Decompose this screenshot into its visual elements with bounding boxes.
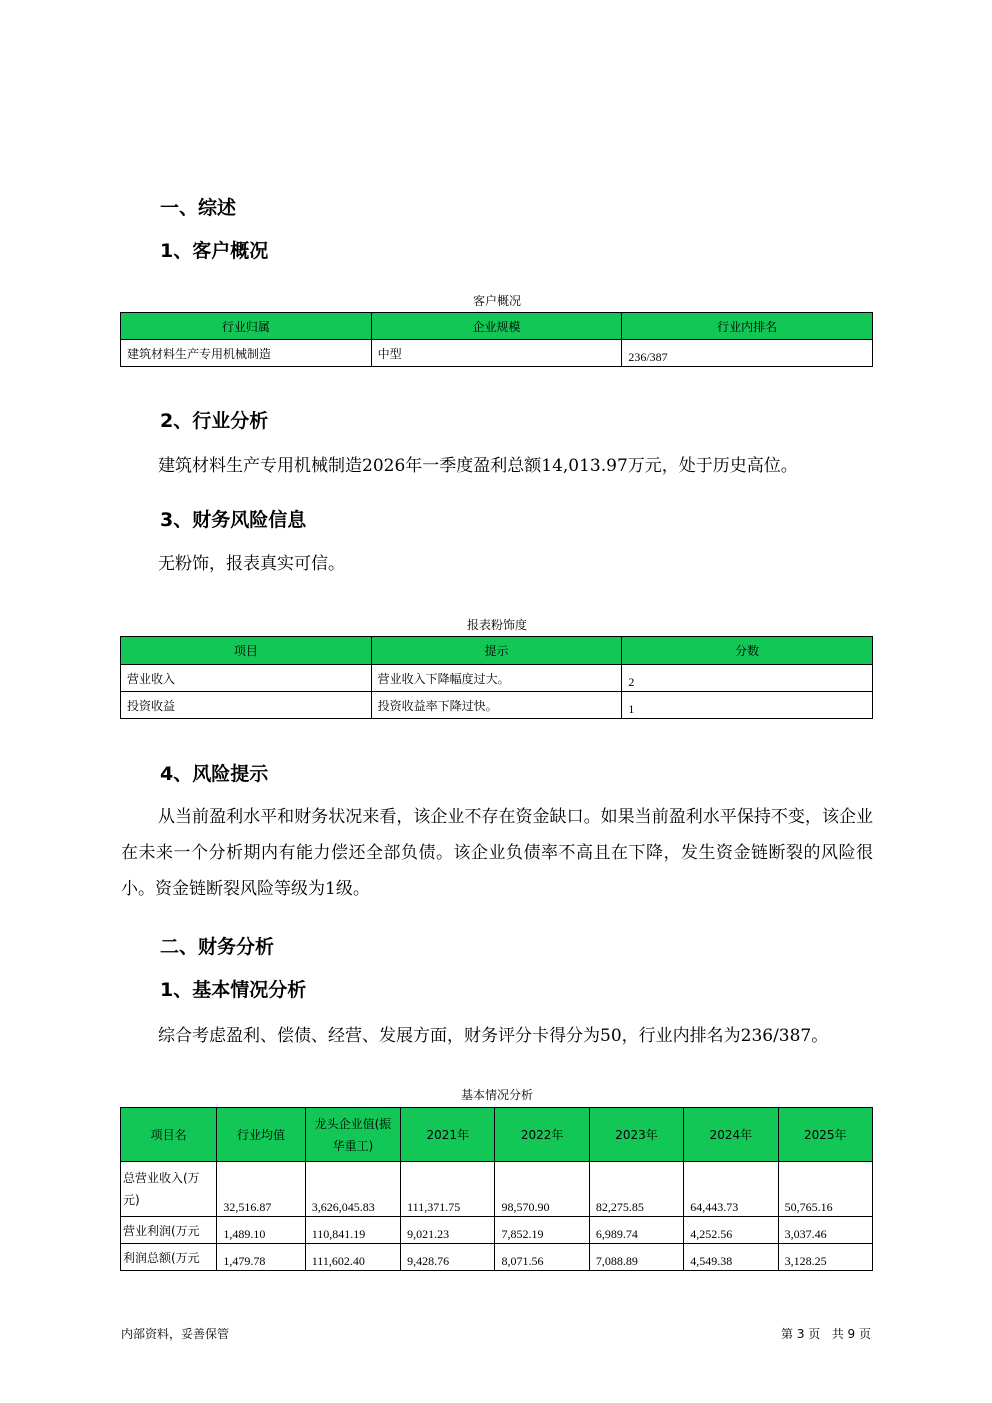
table-cell: 1,479.78 [217, 1244, 305, 1271]
table-caption-basic: 基本情况分析 [460, 1088, 533, 1102]
table-row [121, 692, 873, 719]
table-cell: 3,128.25 [778, 1244, 872, 1271]
table-cell: 1,489.10 [217, 1217, 305, 1244]
table-cell: 3,626,045.83 [305, 1162, 400, 1217]
table-cell: 98,570.90 [495, 1162, 589, 1217]
subheading-customer-profile: 1、客户概况 [160, 240, 269, 262]
table-cell: 2 [622, 665, 873, 692]
table-cell: 投资收益 [121, 692, 372, 719]
table-header: 行业归属 [121, 313, 372, 340]
table-cell: 3,037.46 [778, 1217, 872, 1244]
risk-warning-text: 从当前盈利水平和财务状况来看，该企业不存在资金缺口。如果当前盈利水平保持不变，该企业在未来一个分析期内有能力偿还全部负债。该企业负债率不高且在下降，发生资金链断裂的风险很小。资金链断裂风险等级为1级。 [121, 807, 873, 899]
table-cell: 1 [622, 692, 873, 719]
embellishment-table [120, 636, 873, 719]
table-cell: 9,021.23 [401, 1217, 495, 1244]
table-row [121, 1162, 873, 1217]
table-row [121, 340, 873, 367]
table-cell: 111,602.40 [305, 1244, 400, 1271]
basic-analysis-text: 综合考虑盈利、偿债、经营、发展方面，财务评分卡得分为50，行业内排名为236/387。 [158, 1026, 829, 1046]
table-cell: 236/387 [622, 340, 873, 367]
table-cell: 中型 [371, 340, 622, 367]
table-cell: 7,088.89 [589, 1244, 683, 1271]
industry-analysis-text: 建筑材料生产专用机械制造2026年一季度盈利总额14,013.97万元，处于历史高位。 [158, 456, 798, 476]
table-cell: 64,443.73 [684, 1162, 778, 1217]
table-row [121, 665, 873, 692]
basic-analysis-table [120, 1107, 873, 1271]
table-cell: 111,371.75 [401, 1162, 495, 1217]
table-header: 行业均值 [217, 1108, 305, 1162]
table-header: 企业规模 [371, 313, 622, 340]
subheading-risk-warning: 4、风险提示 [160, 763, 269, 785]
table-caption-embellish: 报表粉饰度 [466, 618, 527, 632]
table-cell: 4,549.38 [684, 1244, 778, 1271]
table-cell: 110,841.19 [305, 1217, 400, 1244]
table-cell: 投资收益率下降过快。 [371, 692, 622, 719]
table-header: 项目名 [121, 1108, 217, 1162]
section-heading-overview: 一、综述 [160, 197, 237, 219]
table-row [121, 1217, 873, 1244]
section-heading-financial-analysis: 二、财务分析 [160, 936, 275, 958]
table-cell: 32,516.87 [217, 1162, 305, 1217]
table-header: 2023年 [589, 1108, 683, 1162]
customer-profile-table [120, 312, 873, 367]
table-cell: 8,071.56 [495, 1244, 589, 1271]
table-cell: 7,852.19 [495, 1217, 589, 1244]
table-header: 2025年 [778, 1108, 872, 1162]
financial-risk-text: 无粉饰，报表真实可信。 [158, 554, 345, 574]
table-cell: 82,275.85 [589, 1162, 683, 1217]
table-header: 分数 [622, 637, 873, 665]
table-row [121, 1244, 873, 1271]
table-header: 2022年 [495, 1108, 589, 1162]
table-header: 项目 [121, 637, 372, 665]
footer-confidential-note: 内部资料，妥善保管 [121, 1327, 230, 1341]
table-caption-profile: 客户概况 [472, 294, 521, 308]
table-header: 2024年 [684, 1108, 778, 1162]
table-cell: 50,765.16 [778, 1162, 872, 1217]
table-cell: 总营业收入(万元) [121, 1162, 217, 1217]
table-cell: 营业利润(万元 [121, 1217, 217, 1244]
table-cell: 营业收入 [121, 665, 372, 692]
footer-page-number: 第 3 页 共 9 页 [781, 1327, 871, 1341]
table-header: 行业内排名 [622, 313, 873, 340]
subheading-financial-risk-info: 3、财务风险信息 [160, 509, 307, 531]
subheading-industry-analysis: 2、行业分析 [160, 410, 269, 432]
table-header: 提示 [371, 637, 622, 665]
table-cell: 4,252.56 [684, 1217, 778, 1244]
table-cell: 建筑材料生产专用机械制造 [121, 340, 372, 367]
table-cell: 6,989.74 [589, 1217, 683, 1244]
table-cell: 利润总额(万元 [121, 1244, 217, 1271]
table-cell: 9,428.76 [401, 1244, 495, 1271]
table-header: 龙头企业值(振华重工) [305, 1108, 400, 1162]
subheading-basic-analysis: 1、基本情况分析 [160, 979, 307, 1001]
table-cell: 营业收入下降幅度过大。 [371, 665, 622, 692]
table-header: 2021年 [401, 1108, 495, 1162]
